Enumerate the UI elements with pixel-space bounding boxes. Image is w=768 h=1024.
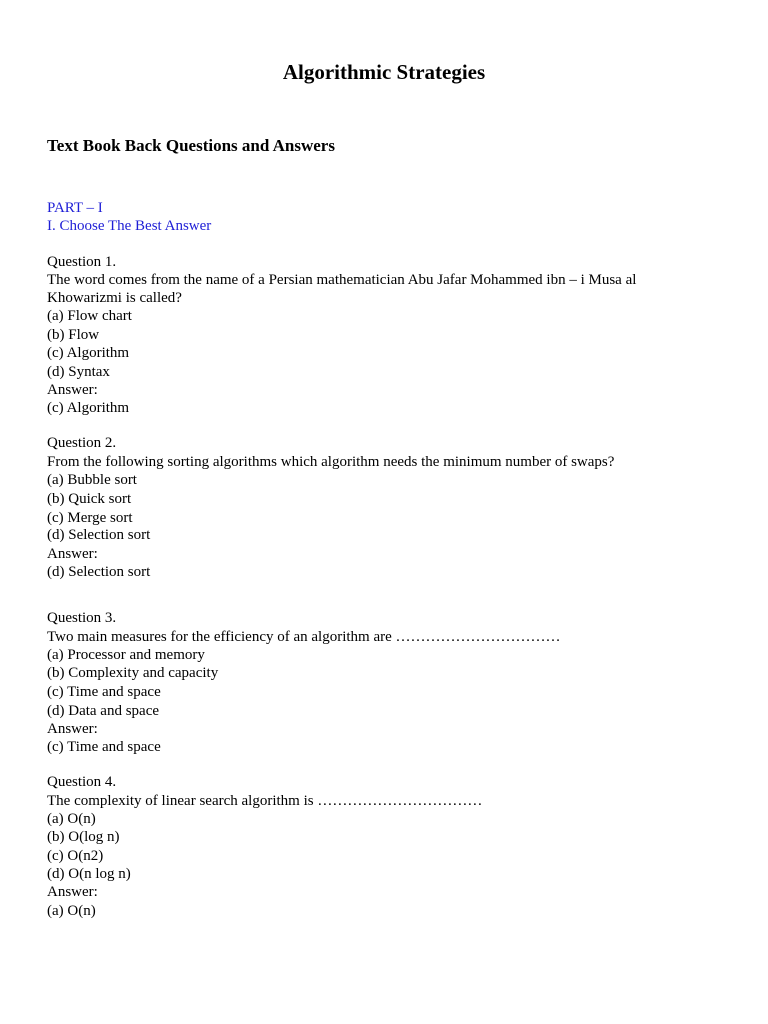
document-subtitle: Text Book Back Questions and Answers: [47, 136, 335, 155]
option-a: (a) Processor and memory: [47, 647, 205, 663]
answer-label: Answer:: [47, 721, 98, 737]
option-b: (b) O(log n): [47, 829, 120, 845]
option-d: (d) O(n log n): [47, 866, 131, 882]
answer-value: (c) Algorithm: [47, 400, 130, 416]
answer-label: Answer:: [47, 382, 98, 398]
question-label: Question 4.: [47, 774, 117, 790]
question-text: Khowarizmi is called?: [47, 290, 182, 306]
option-c: (c) Algorithm: [47, 345, 130, 361]
option-d: (d) Selection sort: [47, 527, 151, 543]
option-a: (a) O(n): [47, 811, 96, 827]
section-heading: I. Choose The Best Answer: [47, 218, 212, 234]
question-label: Question 2.: [47, 435, 117, 451]
option-c: (c) O(n2): [47, 848, 104, 864]
option-c: (c) Merge sort: [47, 510, 133, 526]
answer-label: Answer:: [47, 546, 98, 562]
option-a: (a) Bubble sort: [47, 472, 137, 488]
question-text: From the following sorting algorithms which algorithm needs the minimum number of swaps?: [47, 454, 615, 470]
answer-label: Answer:: [47, 884, 98, 900]
document-title: Algorithmic Strategies: [282, 60, 486, 84]
option-d: (d) Syntax: [47, 364, 110, 380]
option-b: (b) Quick sort: [47, 491, 132, 507]
option-c: (c) Time and space: [47, 684, 161, 700]
option-b: (b) Flow: [47, 327, 100, 343]
option-d: (d) Data and space: [47, 703, 160, 719]
question-text: The complexity of linear search algorithm is ……………………………: [47, 793, 483, 809]
option-b: (b) Complexity and capacity: [47, 665, 219, 681]
answer-value: (a) O(n): [47, 903, 96, 919]
question-label: Question 1.: [47, 254, 117, 270]
question-label: Question 3.: [47, 610, 117, 626]
answer-value: (c) Time and space: [47, 739, 161, 755]
option-a: (a) Flow chart: [47, 308, 132, 324]
question-text: The word comes from the name of a Persian mathematician Abu Jafar Mohammed ibn – i Musa al: [47, 272, 637, 288]
answer-value: (d) Selection sort: [47, 564, 151, 580]
part-heading: PART – I: [47, 200, 103, 216]
question-text: Two main measures for the efficiency of an algorithm are ……………………………: [47, 629, 561, 645]
